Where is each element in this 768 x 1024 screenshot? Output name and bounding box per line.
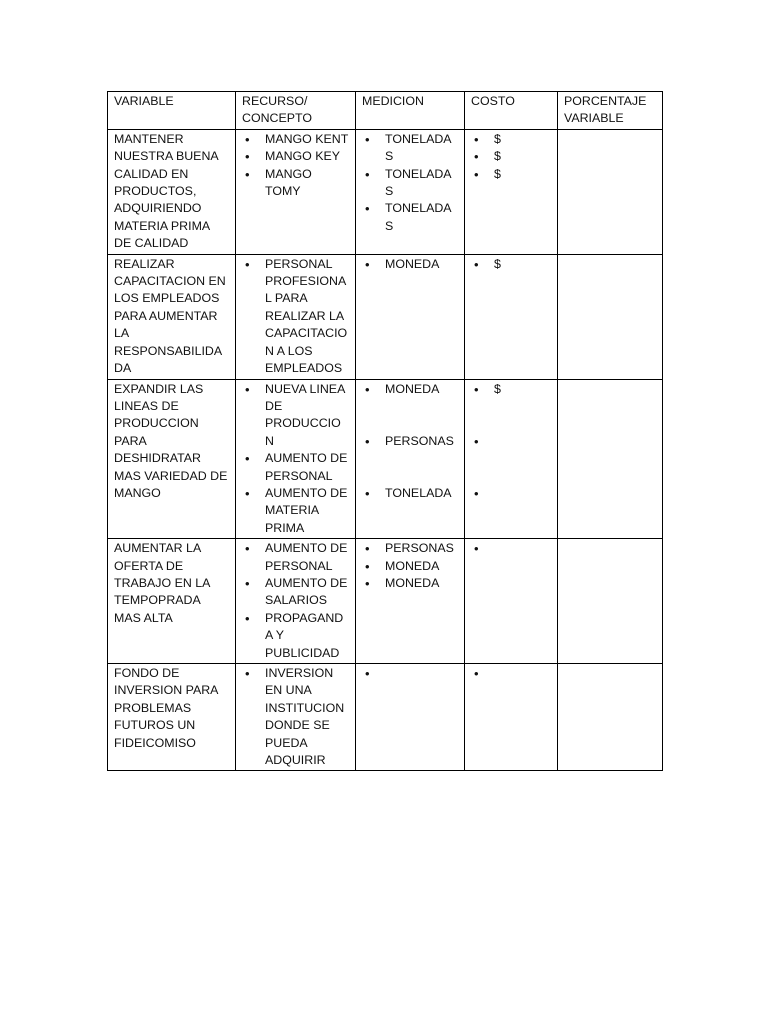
list-item: • MANGO KEY <box>242 148 349 165</box>
cell-variable: FONDO DE INVERSION PARA PROBLEMAS FUTUROS UN FIDEICOMISO <box>108 664 236 771</box>
list-item: • AUMENTO DE MATERIA PRIMA <box>242 485 349 537</box>
cell-porcentaje <box>558 254 663 379</box>
cell-variable: REALIZAR CAPACITACION EN LOS EMPLEADOS PARA AUMENTAR LA RESPONSABILIDADA <box>108 254 236 379</box>
cell-porcentaje <box>558 539 663 664</box>
header-medicion: MEDICION <box>356 92 465 130</box>
header-porcentaje-variable: PORCENTAJE VARIABLE <box>558 92 663 130</box>
cell-recurso <box>236 379 356 539</box>
list-item <box>471 433 551 450</box>
cell-costo <box>465 664 558 771</box>
list-item: • $ <box>471 166 551 183</box>
variables-table <box>107 91 663 771</box>
list-item <box>362 665 458 682</box>
cell-variable: AUMENTAR LA OFERTA DE TRABAJO EN LA TEMPOPRADA MAS ALTA <box>108 539 236 664</box>
cell-medicion <box>356 539 465 664</box>
cell-medicion <box>356 379 465 539</box>
list-item: • MONEDA <box>362 575 458 592</box>
cell-variable: EXPANDIR LAS LINEAS DE PRODUCCION PARA DESHIDRATAR MAS VARIEDAD DE MANGO <box>108 379 236 539</box>
table-row <box>108 129 663 254</box>
cell-costo <box>465 129 558 254</box>
list-item: • MANGO TOMY <box>242 166 349 201</box>
list-item: • MONEDA <box>362 558 458 575</box>
list-item: • $ <box>471 256 551 273</box>
table-row <box>108 664 663 771</box>
cell-medicion <box>356 254 465 379</box>
list-item: • NUEVA LINEA DE PRODUCCION <box>242 381 349 451</box>
list-item: • $ <box>471 381 551 398</box>
cell-costo <box>465 254 558 379</box>
cell-recurso <box>236 129 356 254</box>
list-item: • INVERSION EN UNA INSTITUCION DONDE SE PUEDA ADQUIRIR <box>242 665 349 769</box>
list-item: • TONELADAS <box>362 131 458 166</box>
list-item: • PERSONAL PROFESIONAL PARA REALIZAR LA CAPACITACION A LOS EMPLEADOS <box>242 256 349 378</box>
cell-variable: MANTENER NUESTRA BUENA CALIDAD EN PRODUCTOS, ADQUIRIENDO MATERIA PRIMA DE CALIDAD <box>108 129 236 254</box>
list-item: • PERSONAS <box>362 540 458 557</box>
cell-costo <box>465 379 558 539</box>
list-item: • MONEDA <box>362 256 458 273</box>
list-item: • TONELADA <box>362 485 458 502</box>
list-item: • $ <box>471 131 551 148</box>
list-item: • PROPAGANDA Y PUBLICIDAD <box>242 610 349 662</box>
list-item <box>471 540 551 557</box>
cell-porcentaje <box>558 129 663 254</box>
list-item: • MONEDA <box>362 381 458 398</box>
cell-porcentaje <box>558 379 663 539</box>
list-item: • MANGO KENT <box>242 131 349 148</box>
table-row <box>108 539 663 664</box>
list-item: • TONELADAS <box>362 166 458 201</box>
table-header-row <box>108 92 663 130</box>
list-item: • AUMENTO DE SALARIOS <box>242 575 349 610</box>
header-variable: VARIABLE <box>108 92 236 130</box>
cell-costo <box>465 539 558 664</box>
table-row <box>108 254 663 379</box>
table-row <box>108 379 663 539</box>
list-item: • TONELADAS <box>362 200 458 235</box>
cell-medicion <box>356 664 465 771</box>
list-item: • PERSONAS <box>362 433 458 450</box>
cell-recurso <box>236 664 356 771</box>
header-costo: COSTO <box>465 92 558 130</box>
cell-medicion <box>356 129 465 254</box>
list-item <box>471 665 551 682</box>
cell-recurso <box>236 539 356 664</box>
list-item: • AUMENTO DE PERSONAL <box>242 450 349 485</box>
list-item: • AUMENTO DE PERSONAL <box>242 540 349 575</box>
cell-porcentaje <box>558 664 663 771</box>
list-item <box>471 485 551 502</box>
header-recurso-concepto: RECURSO/ CONCEPTO <box>236 92 356 130</box>
cell-recurso <box>236 254 356 379</box>
list-item: • $ <box>471 148 551 165</box>
